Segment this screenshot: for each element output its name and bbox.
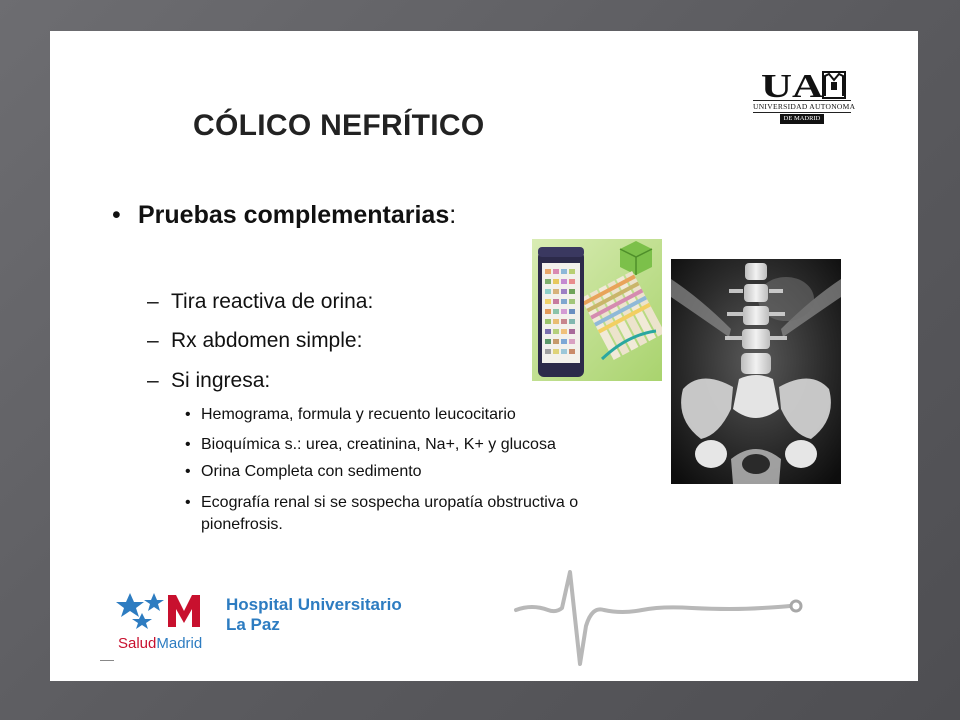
test-item-text: Bioquímica s.: urea, creatinina, Na+, K+ y glucosa [201, 436, 556, 453]
hospital-logo [114, 591, 434, 661]
salud-text: Salud [118, 635, 157, 652]
ecg-line-icon [512, 566, 812, 666]
abdominal-xray-photo [671, 259, 841, 484]
test-item-text: Hemograma, formula y recuento leucocitario [201, 406, 516, 423]
bullet-symbol: • [185, 436, 191, 453]
uam-mark-icon [761, 68, 847, 100]
salud-madrid-wordmark [118, 635, 202, 652]
sub-item-text: Si ingresa: [171, 369, 271, 392]
test-item-urine [185, 461, 660, 483]
hospital-name-line2: La Paz [226, 615, 280, 634]
bullet-symbol: • [112, 201, 121, 229]
test-item-biochemistry [185, 434, 660, 456]
main-bullet [112, 201, 456, 230]
uam-name-line: UNIVERSIDAD AUTONOMA [753, 102, 856, 111]
urine-test-strip-photo [532, 239, 662, 381]
salud-madrid-star-icon [114, 593, 218, 629]
test-item-text: Ecografía renal si se sospecha uropatía obstructiva o pionefrosis. [201, 494, 579, 533]
slide [50, 31, 918, 681]
dash-symbol: – [147, 290, 159, 313]
uam-logo [753, 64, 856, 124]
main-bullet-colon: : [449, 201, 457, 229]
hospital-name [226, 595, 402, 635]
slide-title: CÓLICO NEFRÍTICO [193, 109, 485, 142]
test-item-ultrasound [185, 492, 660, 536]
test-item-text: Orina Completa con sedimento [201, 463, 422, 480]
hospital-name-line1: Hospital Universitario [226, 595, 402, 614]
dash-symbol: – [147, 329, 159, 352]
bullet-symbol: • [185, 406, 191, 423]
bullet-symbol: • [185, 463, 191, 480]
svg-text:UA: UA [761, 68, 824, 100]
madrid-text: Madrid [156, 635, 203, 652]
sub-item-text: Tira reactiva de orina: [171, 290, 374, 313]
uam-city-line: DE MADRID [780, 114, 824, 124]
sub-item-xray [147, 329, 362, 353]
dash-symbol: – [147, 369, 159, 392]
bullet-symbol: • [185, 494, 191, 511]
sub-item-admission [147, 369, 270, 393]
divider [100, 660, 114, 661]
test-item-hemogram [185, 404, 660, 426]
sub-item-urine-strip [147, 290, 373, 314]
sub-item-text: Rx abdomen simple: [171, 329, 363, 352]
main-bullet-label: Pruebas complementarias [138, 201, 450, 229]
